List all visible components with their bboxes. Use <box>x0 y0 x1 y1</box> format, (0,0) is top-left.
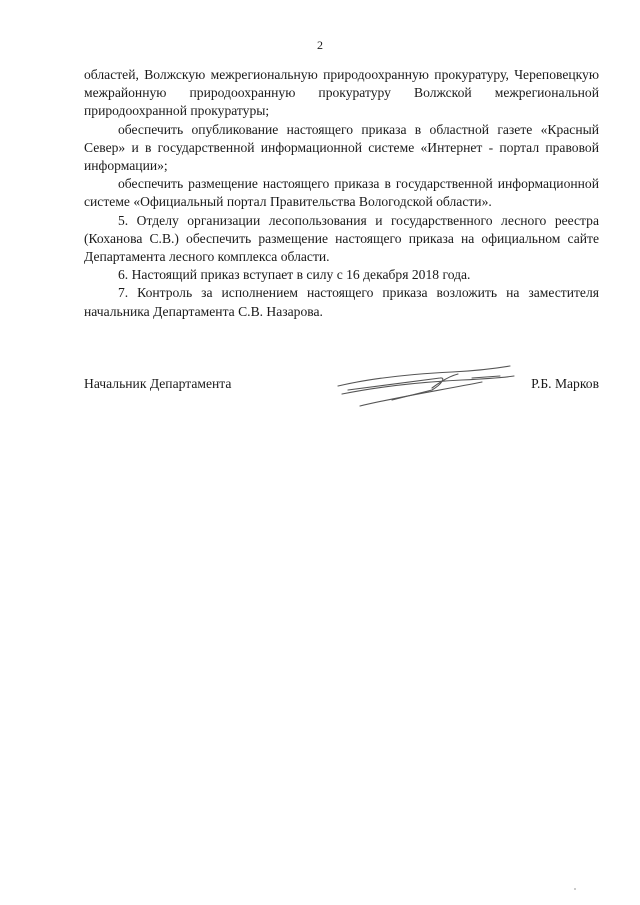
page-number: 2 <box>317 38 323 52</box>
paragraph-portal: обеспечить размещение настоящего приказа в государственной информационной системе «Официальный портал Правительства Вологодской области». <box>84 176 599 210</box>
handwritten-signature <box>332 360 532 412</box>
signatory-name: Р.Б. Марков <box>531 376 599 391</box>
signatory-title: Начальник Департамента <box>84 376 232 391</box>
paragraph-item-6: 6. Настоящий приказ вступает в силу с 16 декабря 2018 года. <box>118 267 471 283</box>
scan-artifact <box>574 888 576 890</box>
paragraph-item-7: 7. Контроль за исполнением настоящего приказа возложить на заместителя начальника Департамента С.В. Назарова. <box>84 285 599 319</box>
paragraph-item-5: 5. Отделу организации лесопользования и государственного лесного реестра (Коханова С.В.) обеспечить размещение настоящего приказа на официальном сайте Департамента лесного комплекса области. <box>84 212 599 265</box>
paragraph-publication: обеспечить опубликование настоящего приказа в областной газете «Красный Север» и в государственной информационной системе «Интернет - портал правовой информации»; <box>84 121 599 174</box>
order-body <box>84 66 599 321</box>
paragraph-recipients: областей, Волжскую межрегиональную природоохранную прокуратуру, Череповецкую межрайонную природоохранную прокуратуру Волжской межрегиональной природоохранной прокуратуры; <box>84 67 599 119</box>
